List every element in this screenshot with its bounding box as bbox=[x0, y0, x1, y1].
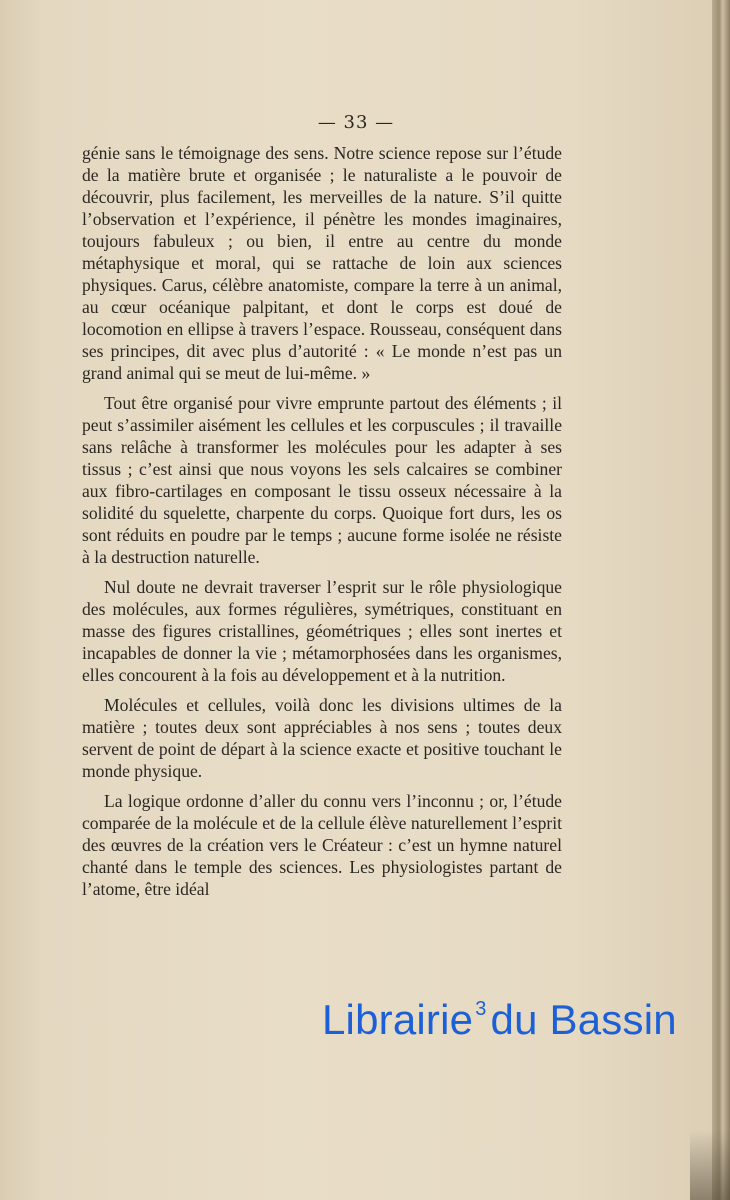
paragraph-2: Tout être organisé pour vivre emprunte partout des éléments ; il peut s’assimiler aisément les cellules et les corpuscules ; il travaille sans relâche à transformer les molécules pour les adapter à ses tissus ; c’est ainsi que nous voyons les sels calcaires se combiner aux fibro-cartilages en composant le tissu osseux nécessaire à la solidité du squelette, charpente du corps. Quoique fort durs, les os sont réduits en poudre par le temps ; aucune forme isolée ne résiste à la destruction naturelle. bbox=[82, 393, 562, 567]
page-edge-shadow bbox=[690, 1130, 730, 1200]
page-edge bbox=[712, 0, 730, 1200]
paragraph-5: La logique ordonne d’aller du connu vers l’inconnu ; or, l’étude comparée de la molécule et de la cellule élève naturellement l’esprit des œuvres de la création vers le Créateur : c’est un hymne naturel chanté dans le temple des sciences. Les physiologistes partant de l’atome, être idéal bbox=[82, 791, 562, 899]
paragraph-3: Nul doute ne devrait traverser l’esprit sur le rôle physiologique des molécules, aux formes régulières, symétriques, constituant en masse des figures cristallines, géométriques ; elles sont inertes et incapables de donner la vie ; métamorphosées dans les organismes, elles concourent à la fois au développement et à la nutrition. bbox=[82, 577, 562, 685]
watermark-text-after: du Bassin bbox=[490, 996, 677, 1043]
watermark bbox=[322, 996, 677, 1044]
watermark-superscript: 3 bbox=[475, 998, 487, 1020]
watermark-text-before: Librairie bbox=[322, 996, 474, 1043]
paragraph-4: Molécules et cellules, voilà donc les divisions ultimes de la matière ; toutes deux sont appréciables à nos sens ; toutes deux servent de point de départ à la science exacte et positive touchant le monde physique. bbox=[82, 695, 562, 781]
body-text bbox=[82, 142, 562, 900]
paragraph-1: génie sans le témoignage des sens. Notre science repose sur l’étude de la matière brute et organisée ; le naturaliste a le pouvoir de découvrir, plus facilement, les merveilles de la nature. S’il quitte l’observation et l’expérience, il pénètre les mondes imaginaires, toujours fabuleux ; ou bien, il entre au centre du monde métaphysique et moral, qui se rattache de loin aux sciences physiques. Carus, célèbre anatomiste, compare la terre à un animal, au cœur océanique palpitant, et dont le corps est doué de locomotion en ellipse à travers l’espace. Rousseau, conséquent dans ses principes, dit avec plus d’autorité : « Le monde n’est pas un grand animal qui se meut de lui-même. » bbox=[82, 143, 562, 383]
page-number: — 33 — bbox=[317, 112, 395, 133]
